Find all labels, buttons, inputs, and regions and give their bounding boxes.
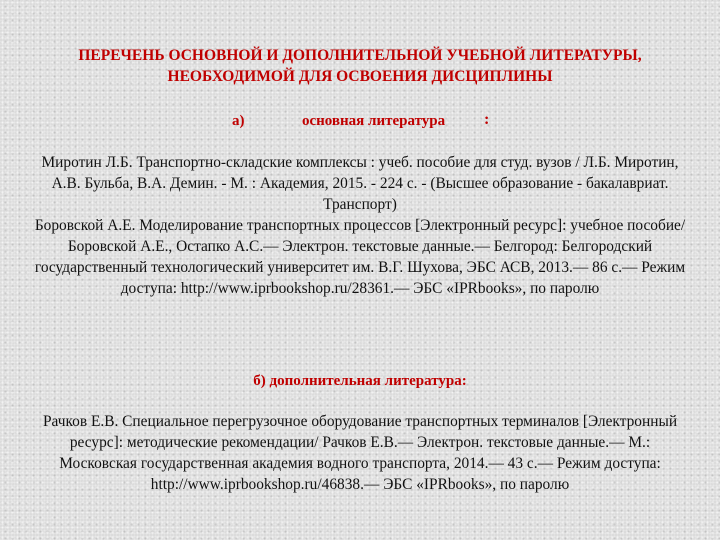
basic-literature-entry-2: Боровской А.Е. Моделирование транспортных процессов [Электронный ресурс]: учебное пособие/ Боровской А.Е., Остапко А.С.— Электрон. текстовые данные.— Белгород: Белгородский государственный технологический университет им. В.Г. Шухова, ЭБС АСВ, 2013.— 86 c.— Режим доступа: http://www.iprbookshop.ru/28361.— ЭБС «IPRbooks», по паролю (34, 217, 686, 297)
additional-literature-heading: б) дополнительная литература: (253, 373, 467, 389)
additional-literature-list (30, 411, 690, 495)
basic-literature-letter: а) (232, 113, 245, 129)
basic-literature-list (30, 152, 690, 299)
basic-literature-entry-1: Миротин Л.Б. Транспортно-складские комплексы : учеб. пособие для студ. вузов / Л.Б. Миротин, А.В. Бульба, В.А. Демин. - М. : Академия, 2015. - 224 с. - (Высшее образование - бакалавриат. Транспорт) (41, 154, 679, 213)
basic-literature-label: основная литература (302, 113, 446, 129)
additional-literature-entry-1: Рачков Е.В. Специальное перегрузочное оборудование транспортных терминалов [Электронный ресурс]: методические рекомендации/ Рачков Е.В.— Электрон. текстовые данные.— М.: Московская государственная академия водного транспорта, 2014.— 43 c.— Режим доступа: http://www.iprbookshop.ru/46838.— ЭБС «IPRbooks», по паролю (42, 413, 678, 493)
basic-literature-colon: : (484, 111, 490, 128)
slide-title: ПЕРЕЧЕНЬ ОСНОВНОЙ И ДОПОЛНИТЕЛЬНОЙ УЧЕБНОЙ ЛИТЕРАТУРЫ, НЕОБХОДИМОЙ ДЛЯ ОСВОЕНИЯ ДИСЦИПЛИНЫ (78, 47, 642, 85)
